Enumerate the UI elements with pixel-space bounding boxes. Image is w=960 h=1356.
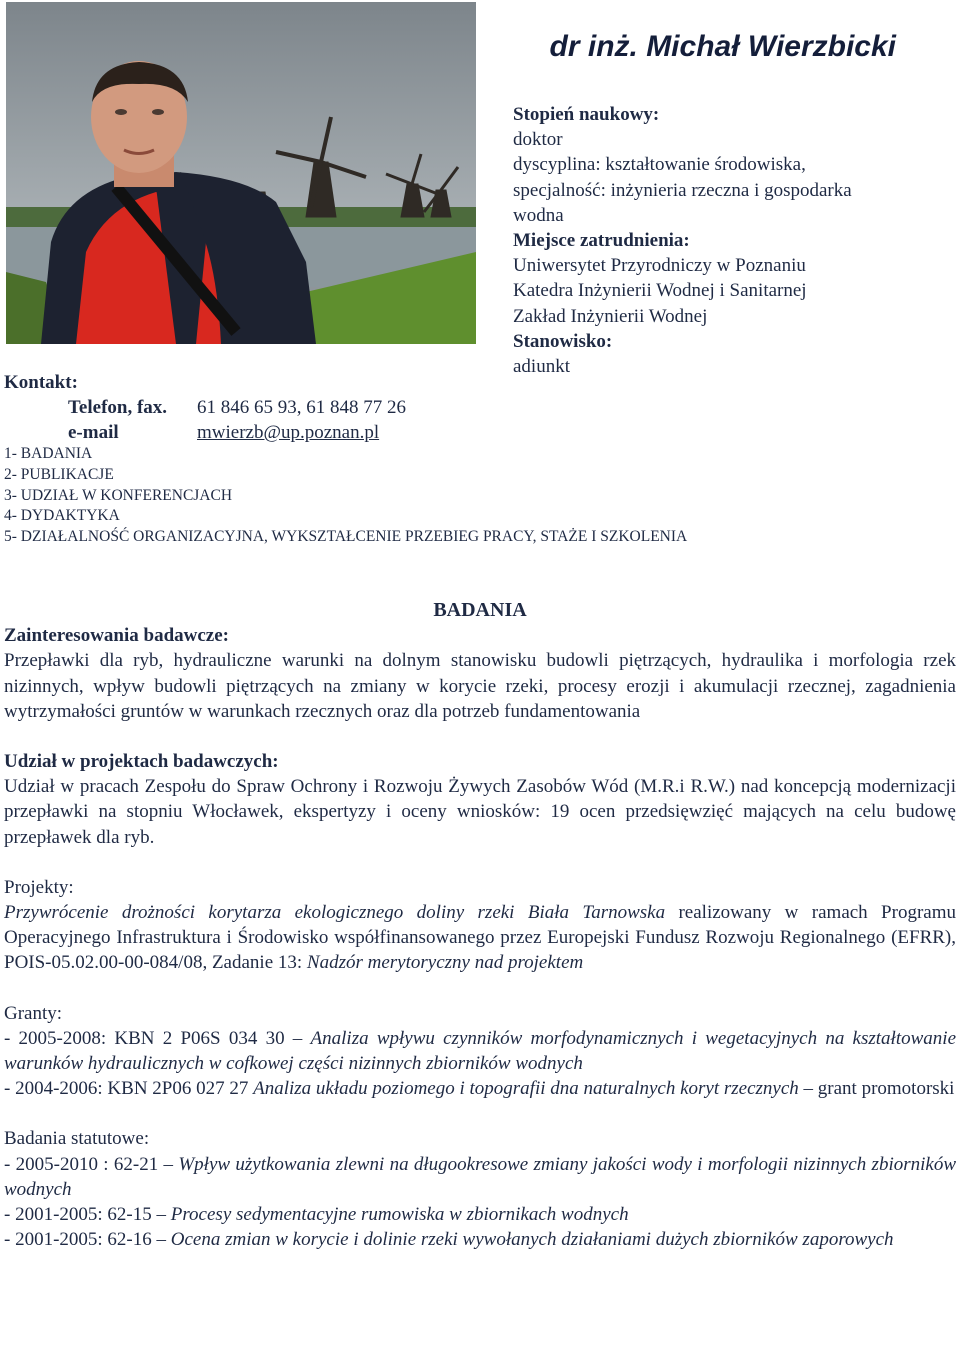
statutory-title: Ocena zmian w korycie i dolinie rzeki wywołanych działaniami dużych zbiorników zaporowych [170,1229,894,1251]
email-link[interactable]: mwierzb@up.poznan.pl [197,422,380,443]
grant-prefix: - 2004-2006: KBN 2P06 027 27 [4,1078,254,1100]
menu-item-konferencje[interactable]: 3- UDZIAŁ W KONFERENCJACH [4,486,233,504]
degree-line: doktor [513,129,563,151]
grant-title: Analiza układu poziomego i topografii dna naturalnych koryt rzecznych – [253,1078,814,1100]
position-value: adiunkt [513,356,570,378]
interests-text: Przepławki dla ryb, hydrauliczne warunki na dolnym stanowisku budowli piętrzących, hydraulika i morfologia rzek nizinnych, wpływ budowli piętrzących na zmiany w korycie rzeki, procesy erozji i akumulacji rzecznej, zagadnienia wytrzymałości gruntów w warunkach rzecznych oraz dla potrzeb fundamentowania [4,650,956,722]
section-menu [4,444,687,548]
phone-value: 61 846 65 93, 61 848 77 26 [197,397,406,418]
statutory-prefix: - 2001-2005: 62-16 – [4,1229,171,1251]
phone-label: Telefon, fax. [68,397,168,418]
statutory-item [4,1227,956,1252]
statutory-title: Procesy sedymentacyjne rumowiska w zbiornikach wodnych [170,1204,629,1226]
position-label: Stanowisko: [513,330,613,352]
workplace-line: Katedra Inżynierii Wodnej i Sanitarnej [513,280,807,302]
grant-title: Analiza wpływu czynników morfodynamicznych i wegetacyjnych na kształtowanie warunków hydraulicznych w cofkowej części nizinnych zbiorników wodnych [4,1027,956,1075]
workplace-line: Zakład Inżynierii Wodnej [513,305,708,327]
statutory-title: Wpływ użytkowania zlewni na długookresowe zmiany jakości wody i morfologii nizinnych zbiorników wodnych [4,1153,956,1200]
projects-text [4,900,956,976]
email-label: e-mail [68,422,119,443]
workplace-label: Miejsce zatrudnienia: [513,230,690,252]
degree-label: Stopień naukowy: [513,104,660,125]
grant-suffix: grant promotorski [813,1078,955,1100]
profile-photo-graphic [6,2,476,344]
grant-prefix: - 2005-2008: KBN 2 P06S 034 30 – [4,1027,311,1049]
phone-row [4,395,504,420]
interests-label: Zainteresowania badawcze: [4,625,229,647]
info-panel [513,102,953,379]
contact-section [4,370,504,445]
statutory-item [4,1152,956,1202]
grant-item [4,1026,956,1076]
statutory-prefix: - 2005-2010 : 62-21 – [4,1153,179,1175]
menu-item-dydaktyka[interactable]: 4- DYDAKTYKA [4,507,120,525]
degree-line: wodna [513,204,564,226]
statutory-label: Badania statutowe: [4,1128,150,1150]
workplace-line: Uniwersytet Przyrodniczy w Poznaniu [513,255,806,277]
statutory-prefix: - 2001-2005: 62-15 – [4,1204,171,1226]
research-section [4,598,956,1252]
profile-photo [6,2,476,344]
participation-text: Udział w pracach Zespołu do Spraw Ochrony i Rozwoju Żywych Zasobów Wód (M.R.i R.W.) nad koncepcją modernizacji przepławki na stopniu Włocławek, ekspertyzy i oceny wniosków: 19 ocen przedsięwzięć mających na celu budowę przepławek dla ryb. [4,776,956,848]
menu-item-dzialalnosc[interactable]: 5- DZIAŁALNOŚĆ ORGANIZACYJNA, WYKSZTAŁCENIE PRZEBIEG PRACY, STAŻE I SZKOLENIA [4,528,688,546]
statutory-item [4,1202,956,1227]
email-row [4,420,504,445]
projects-label: Projekty: [4,876,74,898]
page-title: dr inż. Michał Wierzbicki [549,30,896,63]
project-description: realizowany w ramach Programu Operacyjnego Infrastruktura i Środowisko współfinansowanego przez Europejski Fundusz Rozwoju Regionalnego (EFRR), POIS-05.02.00-00-084/08, Zadanie 13: [4,902,956,974]
menu-item-publikacje[interactable]: 2- PUBLIKACJE [4,465,114,483]
project-task: Nadzór merytoryczny nad projektem [306,952,584,974]
degree-line: dyscyplina: kształtowanie środowiska, [513,154,806,176]
project-title: Przywrócenie drożności korytarza ekologicznego doliny rzeki Biała Tarnowska [4,902,666,924]
grant-item [4,1076,956,1101]
section-heading: BADANIA [433,599,527,621]
grants-label: Granty: [4,1002,63,1024]
menu-item-badania[interactable]: 1- BADANIA [4,445,93,462]
degree-line: specjalność: inżynieria rzeczna i gospodarka [513,179,852,201]
contact-label: Kontakt: [4,372,78,393]
participation-label: Udział w projektach badawczych: [4,751,279,773]
